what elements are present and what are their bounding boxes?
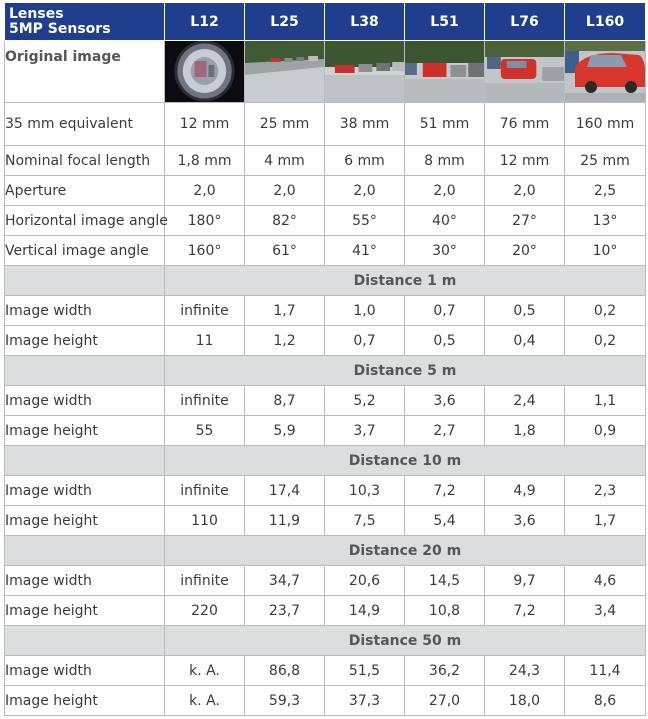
spec-row-35mm-equivalent — [5, 103, 646, 146]
thumbnail-l160 — [565, 41, 646, 103]
spec-value: 82° — [245, 206, 325, 236]
cell-value: 1,0 — [325, 296, 405, 326]
spec-value: 76 mm — [485, 103, 565, 146]
spec-value: 30° — [405, 236, 485, 266]
spec-value: 2,0 — [325, 176, 405, 206]
cell-value: 0,4 — [485, 326, 565, 356]
cell-value: 59,3 — [245, 686, 325, 716]
cell-value: 110 — [165, 506, 245, 536]
cell-value: 8,7 — [245, 386, 325, 416]
spec-value: 8 mm — [405, 146, 485, 176]
distance-section-header — [5, 266, 646, 296]
cell-value: infinite — [165, 476, 245, 506]
cell-value: 10,3 — [325, 476, 405, 506]
distance-section-header — [5, 536, 646, 566]
cell-value: infinite — [165, 566, 245, 596]
cell-value: 3,7 — [325, 416, 405, 446]
cell-value: 0,5 — [485, 296, 565, 326]
spec-value: 2,0 — [165, 176, 245, 206]
cell-value: 2,4 — [485, 386, 565, 416]
thumbnail-l51 — [405, 41, 485, 103]
cell-value: 0,2 — [565, 326, 646, 356]
corner-line-1: Lenses — [9, 5, 64, 22]
parking-lot-image — [565, 41, 645, 102]
cell-value: 55 — [165, 416, 245, 446]
spec-row-nominal-focal-length — [5, 146, 646, 176]
image-height-row — [5, 326, 646, 356]
cell-value: 37,3 — [325, 686, 405, 716]
cell-value: 7,2 — [485, 596, 565, 626]
fisheye-image — [165, 41, 244, 102]
cell-value: 14,5 — [405, 566, 485, 596]
cell-value: 86,8 — [245, 656, 325, 686]
parking-lot-image — [325, 41, 404, 102]
cell-value: 5,2 — [325, 386, 405, 416]
image-width-row — [5, 476, 646, 506]
image-width-row — [5, 296, 646, 326]
cell-value: 23,7 — [245, 596, 325, 626]
spec-value: 25 mm — [245, 103, 325, 146]
cell-value: 7,2 — [405, 476, 485, 506]
cell-value: 4,6 — [565, 566, 646, 596]
spec-row-aperture — [5, 176, 646, 206]
image-width-row — [5, 656, 646, 686]
cell-value: 18,0 — [485, 686, 565, 716]
cell-value: 0,7 — [325, 326, 405, 356]
thumbnail-l25 — [245, 41, 325, 103]
image-height-row — [5, 416, 646, 446]
lens-header: L76 — [485, 3, 565, 41]
cell-value: 5,4 — [405, 506, 485, 536]
spec-value: 2,5 — [565, 176, 646, 206]
cell-value: 4,9 — [485, 476, 565, 506]
cell-value: 1,1 — [565, 386, 646, 416]
spec-value: 51 mm — [405, 103, 485, 146]
cell-value: 0,2 — [565, 296, 646, 326]
lens-header: L12 — [165, 3, 245, 41]
cell-value: 9,7 — [485, 566, 565, 596]
spec-value: 41° — [325, 236, 405, 266]
spec-value: 12 mm — [165, 103, 245, 146]
thumbnail-l12 — [165, 41, 245, 103]
spec-label: Aperture — [5, 176, 165, 206]
row-label: Image height — [5, 416, 165, 446]
cell-value: k. A. — [165, 656, 245, 686]
spec-value: 2,0 — [405, 176, 485, 206]
spec-value: 1,8 mm — [165, 146, 245, 176]
cell-value: 5,9 — [245, 416, 325, 446]
row-label: Image width — [5, 386, 165, 416]
cell-value: 24,3 — [485, 656, 565, 686]
distance-title: Distance 10 m — [165, 446, 646, 476]
spec-row-horizontal-angle — [5, 206, 646, 236]
spec-value: 25 mm — [565, 146, 646, 176]
image-height-row — [5, 686, 646, 716]
thumbnail-l76 — [485, 41, 565, 103]
spec-row-vertical-angle — [5, 236, 646, 266]
spec-value: 10° — [565, 236, 646, 266]
cell-value: 7,5 — [325, 506, 405, 536]
lens-header: L51 — [405, 3, 485, 41]
cell-value: 20,6 — [325, 566, 405, 596]
row-label: Image height — [5, 686, 165, 716]
spec-value: 4 mm — [245, 146, 325, 176]
corner-header — [5, 3, 165, 41]
cell-value: 0,9 — [565, 416, 646, 446]
row-label: Image width — [5, 296, 165, 326]
cell-value: 1,2 — [245, 326, 325, 356]
cell-value: 3,6 — [485, 506, 565, 536]
cell-value: 11,9 — [245, 506, 325, 536]
row-label: Image width — [5, 476, 165, 506]
distance-title: Distance 5 m — [165, 356, 646, 386]
original-image-label: Original image — [5, 41, 165, 103]
cell-value: 3,4 — [565, 596, 646, 626]
spec-label: Nominal focal length — [5, 146, 165, 176]
distance-section-header — [5, 356, 646, 386]
cell-value: 220 — [165, 596, 245, 626]
spec-value: 13° — [565, 206, 646, 236]
parking-lot-image — [245, 41, 324, 102]
cell-value: 11 — [165, 326, 245, 356]
distance-title: Distance 1 m — [165, 266, 646, 296]
spec-value: 2,0 — [485, 176, 565, 206]
cell-value: 51,5 — [325, 656, 405, 686]
thumbnail-l38 — [325, 41, 405, 103]
corner-line-2: 5MP Sensors — [9, 20, 111, 37]
cell-value: 10,8 — [405, 596, 485, 626]
spec-label: Horizontal image angle — [5, 206, 165, 236]
header-row — [5, 3, 646, 41]
row-label: Image height — [5, 326, 165, 356]
image-height-row — [5, 506, 646, 536]
spec-value: 20° — [485, 236, 565, 266]
spec-label: 35 mm equivalent — [5, 103, 165, 146]
cell-value: 34,7 — [245, 566, 325, 596]
distance-title: Distance 20 m — [165, 536, 646, 566]
cell-value: 1,7 — [245, 296, 325, 326]
row-label: Image width — [5, 656, 165, 686]
spec-value: 38 mm — [325, 103, 405, 146]
cell-value: 14,9 — [325, 596, 405, 626]
image-width-row — [5, 566, 646, 596]
row-label: Image width — [5, 566, 165, 596]
cell-value: k. A. — [165, 686, 245, 716]
distance-title: Distance 50 m — [165, 626, 646, 656]
original-image-row — [5, 41, 646, 103]
spec-value: 6 mm — [325, 146, 405, 176]
spec-value: 40° — [405, 206, 485, 236]
cell-value: 11,4 — [565, 656, 646, 686]
lens-comparison-table — [4, 2, 646, 716]
row-label: Image height — [5, 596, 165, 626]
lens-header: L38 — [325, 3, 405, 41]
spec-value: 180° — [165, 206, 245, 236]
cell-value: 1,7 — [565, 506, 646, 536]
distance-section-header — [5, 626, 646, 656]
spec-value: 160 mm — [565, 103, 646, 146]
cell-value: 0,5 — [405, 326, 485, 356]
lens-header: L25 — [245, 3, 325, 41]
parking-lot-image — [405, 41, 484, 102]
cell-value: 8,6 — [565, 686, 646, 716]
cell-value: 17,4 — [245, 476, 325, 506]
parking-lot-image — [485, 41, 564, 102]
spec-label: Vertical image angle — [5, 236, 165, 266]
cell-value: 2,3 — [565, 476, 646, 506]
spec-value: 12 mm — [485, 146, 565, 176]
image-height-row — [5, 596, 646, 626]
spec-value: 61° — [245, 236, 325, 266]
image-width-row — [5, 386, 646, 416]
cell-value: infinite — [165, 386, 245, 416]
cell-value: 0,7 — [405, 296, 485, 326]
cell-value: 2,7 — [405, 416, 485, 446]
cell-value: infinite — [165, 296, 245, 326]
spec-value: 55° — [325, 206, 405, 236]
cell-value: 27,0 — [405, 686, 485, 716]
cell-value: 1,8 — [485, 416, 565, 446]
cell-value: 3,6 — [405, 386, 485, 416]
lens-header: L160 — [565, 3, 646, 41]
distance-section-header — [5, 446, 646, 476]
spec-value: 160° — [165, 236, 245, 266]
spec-value: 27° — [485, 206, 565, 236]
cell-value: 36,2 — [405, 656, 485, 686]
spec-value: 2,0 — [245, 176, 325, 206]
row-label: Image height — [5, 506, 165, 536]
